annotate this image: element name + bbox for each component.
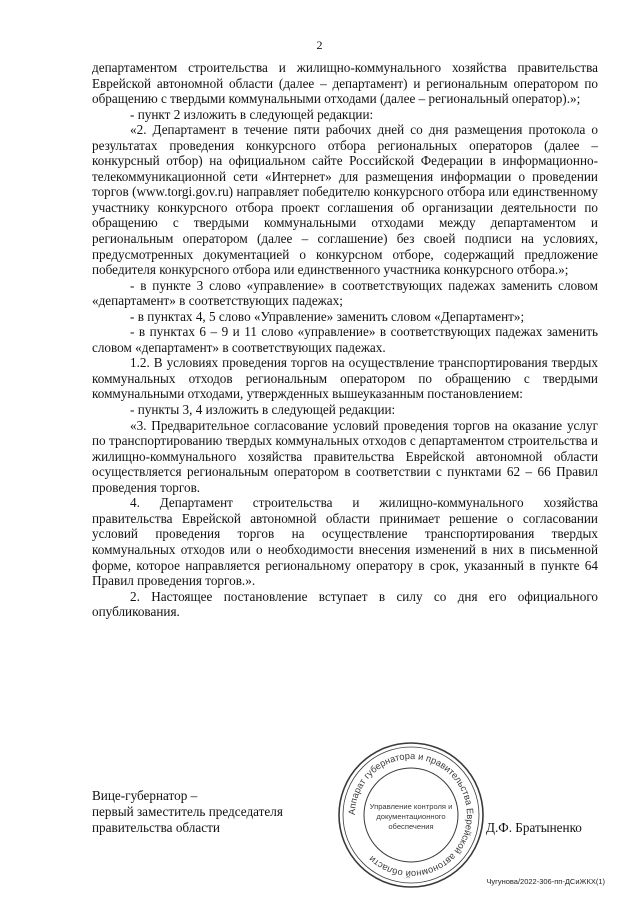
paragraph: «3. Предварительное согласование условий проведения торгов на оказание услуг по транспортированию твердых коммунальных отходов с департаментом строительства и жилищно-коммунального хозяйства правительства Еврейской автономной области осуществляется региональным оператором в соответствии с пунктами 62 – 66 Правил проведения торгов.	[92, 417, 598, 495]
stamp-center-line: документационного	[376, 812, 446, 821]
official-stamp	[336, 740, 486, 890]
stamp-center-line: Управление контроля и	[369, 802, 453, 811]
paragraph: департаментом строительства и жилищно-коммунального хозяйства правительства Еврейской автономной области (далее – департамент) и региональным оператором по обращению с твердыми коммунальными отходами (далее – региональный оператор).»;	[92, 60, 598, 107]
stamp-ring-text: Аппарат губернатора и правительства Еврейской автономной области	[346, 750, 476, 880]
paragraph: 1.2. В условиях проведения торгов на осуществление транспортирования твердых коммунальных отходов региональным оператором по обращению с твердыми коммунальными отходами, утвержденных вышеуказанным постановлением:	[92, 355, 598, 402]
paragraph: - пункт 2 изложить в следующей редакции:	[130, 106, 374, 122]
paragraph: - в пунктах 6 – 9 и 11 слово «управление» в соответствующих падежах заменить словом «департамент» в соответствующих падежах.	[92, 324, 598, 355]
paragraph: - пункты 3, 4 изложить в следующей редакции:	[130, 402, 396, 418]
signatory-title-line: первый заместитель председателя	[92, 804, 283, 819]
document-body	[92, 60, 598, 620]
paragraph: 4. Департамент строительства и жилищно-коммунального хозяйства правительства Еврейской автономной области принимает решение о согласовании условий проведения торгов на осуществление транспортирования твердых коммунальных отходов или о необходимости внесения изменений в них в письменной форме, которое направляется региональному оператору в срок, указанный в пункте 64 Правил проведения торгов.».	[92, 495, 598, 589]
paragraph: - в пункте 3 слово «управление» в соответствующих падежах заменить словом «департамент» в соответствующих падежах;	[92, 277, 598, 309]
paragraph: «2. Департамент в течение пяти рабочих дней со дня размещения протокола о результатах проведения конкурсного отбора региональных операторов (далее – конкурсный отбор) на официальном сайте Российской Федерации в информационно-телекоммуникационной сети «Интернет» для размещения информации о проведении торгов (www.torgi.gov.ru) направляет победителю конкурсного отбора или единственному участнику конкурсного отбора проект соглашения об организации деятельности по обращению с твердыми коммунальными отходами между департаментом и региональным оператором (далее – соглашение) без своей подписи на условиях, предусмотренных документацией о конкурсном отборе, содержащий предложение победителя конкурсного отбора или единственного участника конкурсного отбора.»;	[92, 122, 598, 278]
paragraph: 2. Настоящее постановление вступает в силу со дня его официального опубликования.	[92, 588, 598, 620]
signatory-title	[92, 788, 283, 836]
signatory-title-line: Вице-губернатор –	[92, 788, 198, 803]
footer-document-code: Чугунова/2022-306-пп-ДСиЖКХ(1)	[486, 877, 605, 886]
paragraph: - в пунктах 4, 5 слово «Управление» заменить словом «Департамент»;	[130, 308, 525, 324]
signer-name: Д.Ф. Братыненко	[486, 820, 582, 835]
signatory-title-line: правительства области	[92, 820, 220, 835]
page-number: 2	[316, 38, 323, 52]
stamp-center-line: обеспечения	[388, 822, 434, 831]
